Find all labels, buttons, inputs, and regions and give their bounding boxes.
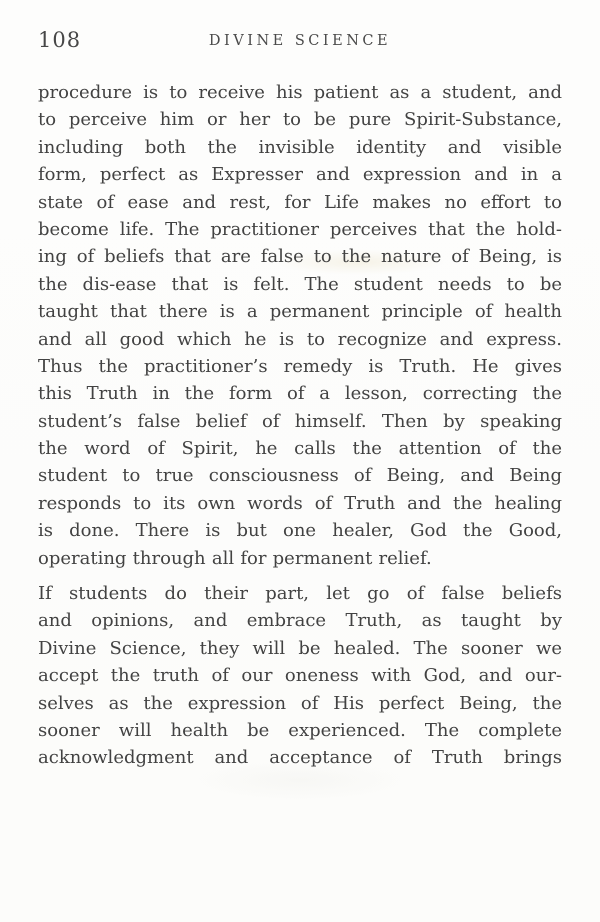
text-line: to perceive him or her to be pure Spirit-Substance,: [38, 109, 562, 131]
text-line: become life. The practitioner perceives that the hold-: [38, 218, 562, 240]
text-line: responds to its own words of Truth and the healing: [38, 492, 562, 514]
text-line: accept the truth of our oneness with God, and our-: [38, 665, 562, 687]
paragraph-2: [38, 580, 562, 772]
text-line: procedure is to receive his patient as a student, and: [38, 82, 562, 103]
text-line: the dis-ease that is felt. The student needs to be: [38, 273, 562, 295]
page-number: 108: [38, 28, 82, 52]
text-line: acknowledgment and acceptance of Truth brings: [38, 747, 562, 769]
text-line: student to true consciousness of Being, and Being: [38, 465, 562, 487]
running-header: [38, 28, 562, 58]
text-line: the word of Spirit, he calls the attention of the: [38, 438, 562, 460]
text-line: and opinions, and embrace Truth, as taught by: [38, 610, 562, 632]
text-line: this Truth in the form of a lesson, correcting the: [38, 383, 562, 405]
text-line: ing of beliefs that are false to the nature of Being, is: [38, 246, 562, 268]
text-line: form, perfect as Expresser and expression and in a: [38, 164, 562, 186]
text-line: selves as the expression of His perfect Being, the: [38, 692, 562, 714]
text-line: taught that there is a permanent principle of health: [38, 301, 562, 323]
text-line: If students do their part, let go of false beliefs: [38, 583, 562, 605]
text-line: including both the invisible identity and visible: [38, 136, 562, 158]
text-line: student’s false belief of himself. Then by speaking: [38, 410, 562, 432]
text-line: and all good which he is to recognize and express.: [38, 328, 562, 350]
text-line: state of ease and rest, for Life makes no effort to: [38, 191, 562, 213]
text-line: Thus the practitioner’s remedy is Truth. He gives: [38, 355, 562, 377]
running-head-title: DIVINE SCIENCE: [208, 33, 392, 49]
paragraph-1: [38, 79, 562, 572]
text-line: Divine Science, they will be healed. The sooner we: [38, 637, 562, 659]
text-line: is done. There is but one healer, God the Good,: [38, 520, 562, 542]
body-text: [38, 79, 562, 772]
text-line: sooner will health be experienced. The complete: [38, 719, 562, 741]
text-line: operating through all for permanent relief.: [38, 547, 432, 569]
